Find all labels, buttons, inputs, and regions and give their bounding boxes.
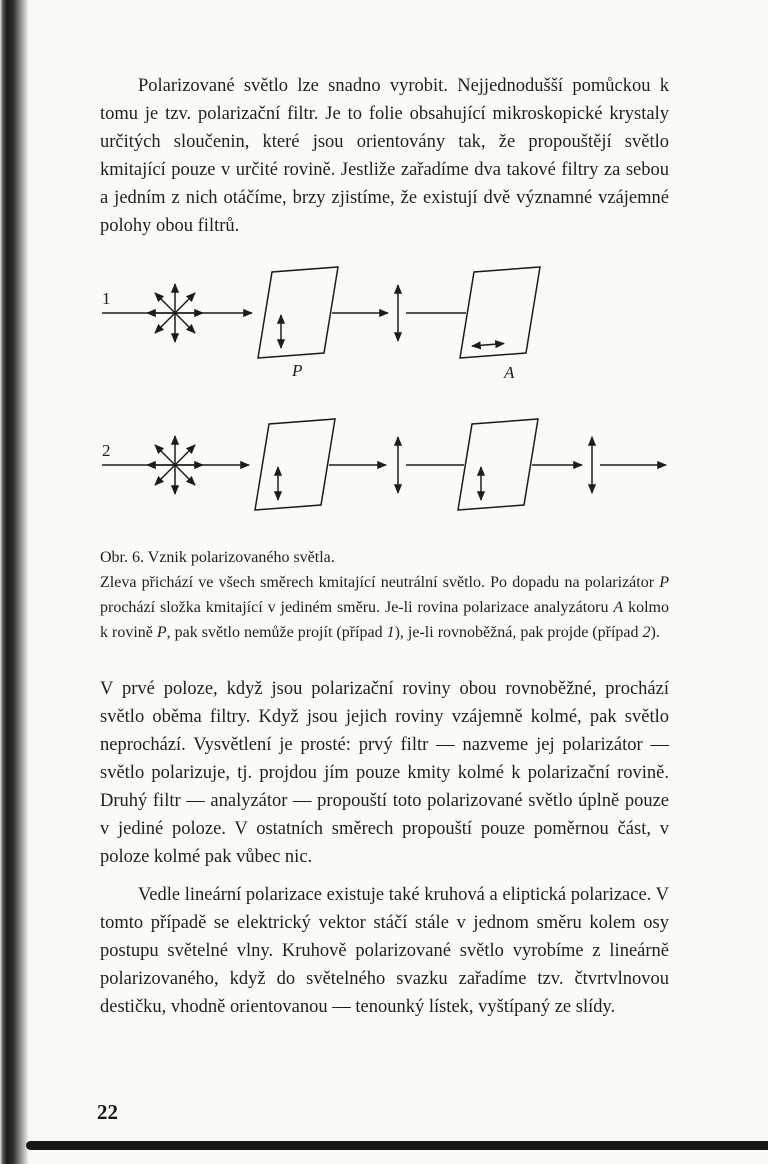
analyzer-sheet xyxy=(458,419,538,510)
figure-caption-body: Zleva přichází ve všech směrech kmitající neutrální světlo. Po dopadu na polarizátor P prochází složka kmitající v jediném směru. Je-li rovina polarizace analyzátoru A kolmo k rovině P, pak světlo nemůže projít (případ 1), je-li rovnoběžná, pak projde (případ 2). xyxy=(100,574,669,641)
paragraph-intro: Polarizované světlo lze snadno vyrobit. Nejjednodušší pomůckou k tomu je tzv. polarizační filtr. Je to folie obsahující mikroskopické krystaly určitých sloučenin, které jsou orientovány tak, že propouštějí světlo kmitající pouze v určité rovině. Jestliže zařadíme dva takové filtry za sebou a jedním z nich otáčíme, brzy zjistíme, že existují dvě významné vzájemné polohy obou filtrů. xyxy=(100,76,669,236)
figure-obr-6 xyxy=(100,258,669,536)
figure-caption xyxy=(100,545,669,645)
polarizer-sheet xyxy=(258,267,338,358)
figure-caption-title: Obr. 6. Vznik polarizovaného světla. xyxy=(100,549,335,566)
page-bottom-shadow xyxy=(26,1141,768,1150)
paragraph-body-1: V prvé poloze, když jsou polarizační roviny obou rovnoběžné, prochází světlo oběma filtry. Když jsou jejich roviny vzájemně kolmé, pak světlo neprochází. Vysvětlení je prosté: prvý filtr — nazveme jej polarizátor — světlo polarizuje, tj. projdou jím pouze kmity kolmé k polarizační rovině. Druhý filtr — analyzátor — propouští toto polarizované světlo úplně pouze v jediné poloze. V ostatních směrech propouští pouze poměrnou část, v poloze kolmé pak vůbec nic. xyxy=(100,679,669,867)
paragraph-body-2: Vedle lineární polarizace existuje také kruhová a eliptická polarizace. V tomto případě se elektrický vektor stáčí stále v jednom směru kolem osy postupu světelné vlny. Kruhově polarizované světlo vyrobíme z lineárně polarizovaného, když do světelného svazku zařadíme tzv. čtvrtvlnovou destičku, vhodně orientovanou — tenounký lístek, vyštípaný ze slídy. xyxy=(100,885,669,1017)
polarizer-letter-label: P xyxy=(292,361,303,380)
page-number: 22 xyxy=(97,1100,118,1124)
analyzer-letter-label: A xyxy=(504,363,515,382)
page-gutter-shadow xyxy=(0,0,30,1164)
case1-number-label: 1 xyxy=(102,289,111,308)
analyzer-axis-arrow xyxy=(472,344,504,347)
polarization-diagram xyxy=(100,258,670,536)
case1-row xyxy=(102,267,540,358)
case2-row xyxy=(102,419,666,510)
polarizer-sheet xyxy=(255,419,335,510)
case2-number-label: 2 xyxy=(102,441,111,460)
